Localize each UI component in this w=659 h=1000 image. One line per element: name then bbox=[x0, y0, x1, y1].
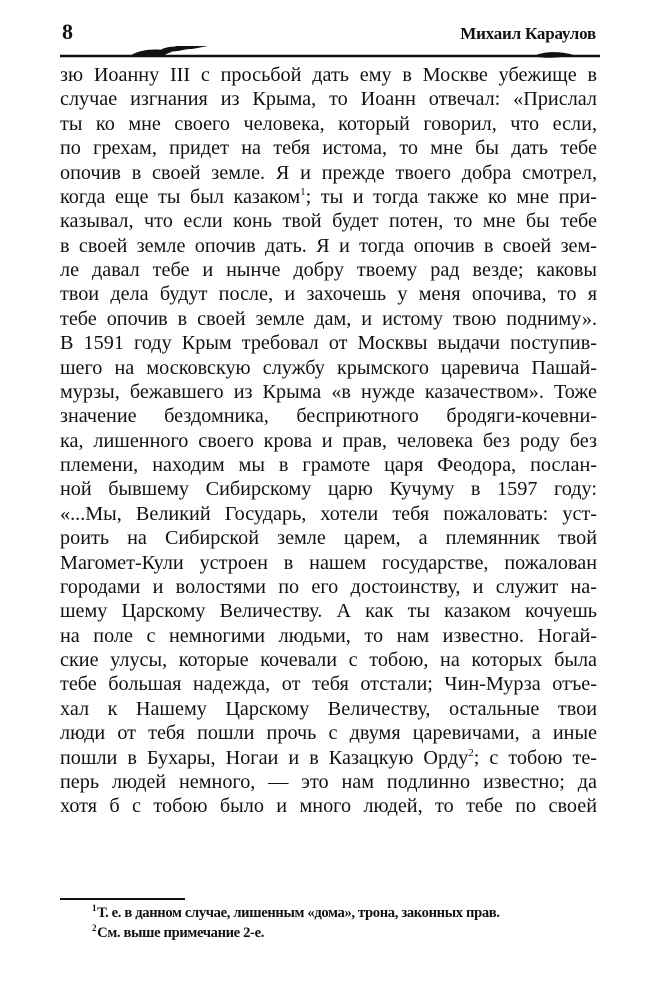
text-line bbox=[60, 746, 597, 770]
page-number: 8 bbox=[62, 19, 73, 44]
text-line: ты ко мне своего человека, который говорил, что если, bbox=[60, 112, 597, 135]
footnote-mark: 2 bbox=[92, 923, 97, 933]
text-line: тебе большая надежда, от тебя отстали; Чин-Мурза отъе- bbox=[60, 673, 597, 696]
text-line: хотя б с тобою было и много людей, то тебе по своей bbox=[60, 795, 597, 818]
text-line: «...Мы, Великий Государь, хотели тебя пожаловать: уст- bbox=[60, 502, 597, 525]
footnote-mark: 1 bbox=[92, 903, 97, 913]
text-line: Магомет-Кули устроен в нашем государстве, пожалован bbox=[60, 551, 597, 574]
footnote-divider bbox=[60, 898, 185, 900]
text-line: случае изгнания из Крыма, то Иоанн отвечал: «Прислал bbox=[60, 88, 597, 111]
footnote-2 bbox=[92, 923, 612, 943]
text-line: тебе опочив в своей земле дам, и истому твою подниму». bbox=[60, 307, 597, 330]
text-line: люди от тебя пошли прочь с двумя царевичами, а иные bbox=[60, 722, 597, 745]
text-segment: ; с тобою те- bbox=[473, 746, 598, 769]
text-line: значение бездомника, бесприютного бродяги-кочевни- bbox=[60, 405, 597, 428]
author-name: Михаил Караулов bbox=[460, 24, 596, 43]
footnote-ref-1[interactable]: 1 bbox=[300, 185, 306, 198]
text-line: ка, лишенного своего крова и прав, человека без роду без bbox=[60, 429, 597, 452]
footnotes bbox=[92, 903, 612, 943]
footnote-ref-2[interactable]: 2 bbox=[468, 746, 474, 759]
footnote-text: См. выше примечание 2-е. bbox=[97, 925, 264, 941]
text-line: мурзы, бежавшего из Крыма «в нужде казачеством». Тоже bbox=[60, 380, 597, 403]
body-text bbox=[60, 63, 597, 819]
text-segment: ; ты и тогда также ко мне при- bbox=[305, 185, 597, 208]
text-line: твои дела будут после, и захочешь у меня опочива, то я bbox=[60, 283, 597, 306]
text-line: племени, находим мы в грамоте царя Феодора, послан- bbox=[60, 454, 597, 476]
text-line: В 1591 году Крым требовал от Москвы выдачи поступив- bbox=[60, 332, 597, 355]
footnote-text: Т. е. в данном случае, лишенным «дома», трона, законных прав. bbox=[97, 905, 500, 921]
text-segment: когда еще ты был казаком bbox=[60, 185, 301, 208]
running-head bbox=[60, 18, 600, 58]
text-line: ной бывшему Сибирскому царю Кучуму в 1597 году: bbox=[60, 478, 597, 501]
text-line: шего на московскую службу крымского царевича Пашай- bbox=[60, 356, 597, 379]
text-line: в своей земле опочив дать. Я и тогда опочив в своей зем- bbox=[60, 234, 597, 257]
text-line: городами и волостями по его достоинству, и служит на- bbox=[60, 575, 597, 598]
text-line: перь людей немного, — это нам подлинно известно; да bbox=[60, 770, 597, 793]
text-line: роить на Сибирской земле царем, а племянник твой bbox=[60, 527, 597, 550]
text-line: казывал, что если конь твой будет потен, то мне бы тебе bbox=[60, 210, 597, 233]
text-line: ские улусы, которые кочевали с тобою, на которых была bbox=[60, 649, 597, 671]
text-line: шему Царскому Величеству. А как ты казаком кочуешь bbox=[60, 600, 597, 623]
footnote-1 bbox=[92, 903, 612, 923]
text-line: опочив в своей земле. Я и прежде твоего добра смотрел, bbox=[60, 161, 597, 184]
text-segment: пошли в Бухары, Ногаи и в Казацкую Орду bbox=[60, 746, 469, 769]
text-line: хал к Нашему Царскому Величеству, остальные твои bbox=[60, 697, 597, 720]
ornament-rule-icon bbox=[60, 46, 600, 62]
text-line: ле давал тебе и нынче добру твоему рад везде; каковы bbox=[60, 259, 597, 281]
text-line: на поле с немногими людьми, то нам известно. Ногай- bbox=[60, 624, 597, 647]
text-line: зю Иоанну III с просьбой дать ему в Москве убежище в bbox=[60, 64, 597, 86]
text-line bbox=[60, 185, 597, 209]
text-line: по грехам, придет на тебя истома, то мне бы дать тебе bbox=[60, 137, 597, 160]
